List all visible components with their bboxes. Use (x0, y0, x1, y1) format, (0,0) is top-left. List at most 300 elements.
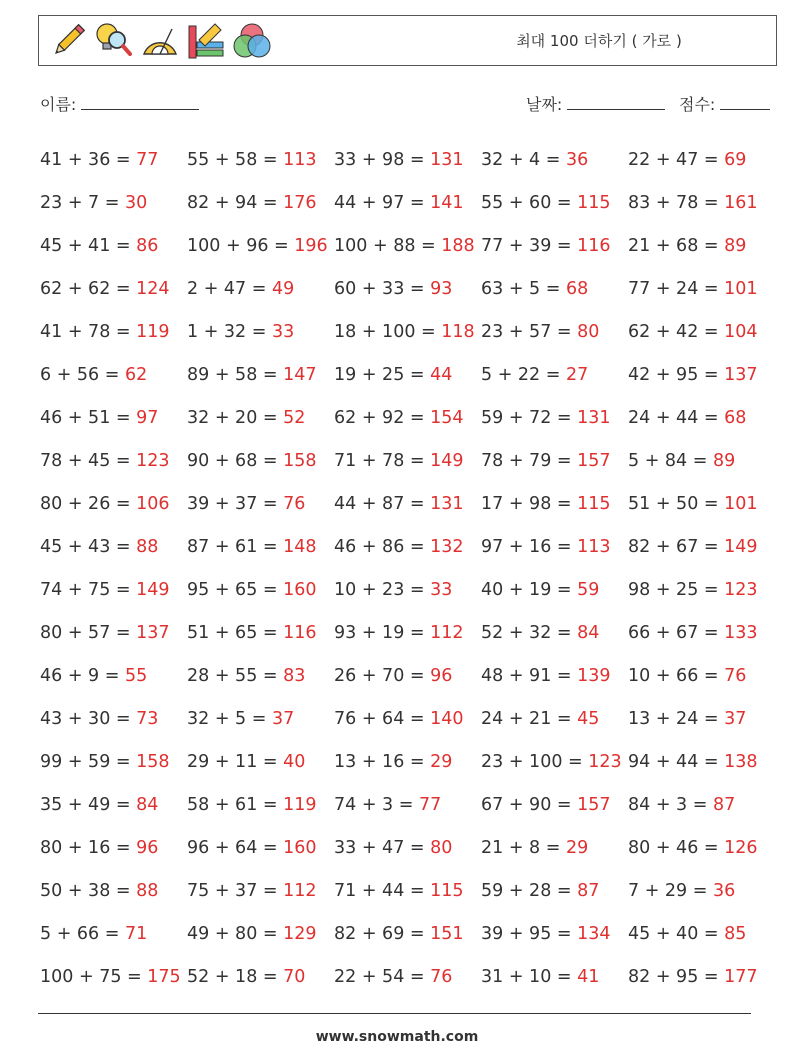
problem-answer: 129 (283, 924, 317, 945)
problem-answer: 131 (430, 149, 464, 170)
problem-question: 23 + 57 = (481, 321, 572, 342)
problem-row (40, 439, 780, 482)
problem-question: 41 + 36 = (40, 149, 131, 170)
problem-answer: 59 (577, 579, 600, 600)
problem-question: 99 + 59 = (40, 752, 131, 773)
problem-cell (481, 623, 628, 643)
problem-question: 6 + 56 = (40, 364, 120, 385)
problem-cell (628, 924, 775, 944)
problem-answer: 123 (588, 752, 622, 773)
problem-answer: 29 (430, 752, 453, 773)
problem-answer: 112 (430, 623, 464, 644)
problem-answer: 104 (724, 321, 758, 342)
problem-question: 80 + 46 = (628, 838, 719, 859)
problem-question: 80 + 57 = (40, 623, 131, 644)
problem-cell (334, 795, 481, 815)
problem-answer: 101 (724, 278, 758, 299)
problem-cell (481, 322, 628, 342)
problem-question: 60 + 33 = (334, 278, 425, 299)
problem-answer: 77 (136, 149, 159, 170)
problem-question: 44 + 87 = (334, 493, 425, 514)
problem-question: 18 + 100 = (334, 321, 436, 342)
problem-answer: 68 (566, 278, 589, 299)
date-field[interactable] (526, 92, 665, 115)
problem-answer: 37 (272, 709, 295, 730)
problem-question: 82 + 94 = (187, 192, 278, 213)
problem-question: 52 + 18 = (187, 967, 278, 988)
problem-question: 82 + 67 = (628, 536, 719, 557)
problem-answer: 137 (724, 364, 758, 385)
problem-cell (187, 967, 334, 987)
problem-question: 5 + 84 = (628, 450, 708, 471)
problem-question: 83 + 78 = (628, 192, 719, 213)
problem-answer: 149 (430, 450, 464, 471)
footer-divider (38, 1013, 751, 1014)
problem-cell (40, 236, 187, 256)
problem-question: 78 + 79 = (481, 450, 572, 471)
problem-question: 62 + 42 = (628, 321, 719, 342)
problem-question: 1 + 32 = (187, 321, 267, 342)
problem-answer: 52 (283, 407, 306, 428)
problem-question: 63 + 5 = (481, 278, 561, 299)
problem-cell (481, 150, 628, 170)
problem-row (40, 181, 780, 224)
score-line (720, 95, 770, 110)
problem-cell (187, 709, 334, 729)
problem-answer: 119 (136, 321, 170, 342)
problem-question: 5 + 22 = (481, 364, 561, 385)
problem-row (40, 482, 780, 525)
problem-cell (334, 838, 481, 858)
problem-question: 33 + 98 = (334, 149, 425, 170)
problem-answer: 139 (577, 666, 611, 687)
problem-question: 40 + 19 = (481, 579, 572, 600)
problem-question: 45 + 40 = (628, 924, 719, 945)
problem-question: 46 + 86 = (334, 536, 425, 557)
problem-question: 78 + 45 = (40, 450, 131, 471)
problem-row (40, 827, 780, 870)
problem-cell (187, 236, 334, 256)
problem-question: 51 + 65 = (187, 623, 278, 644)
problem-cell (40, 795, 187, 815)
problem-row (40, 138, 780, 181)
problem-question: 87 + 61 = (187, 536, 278, 557)
problem-question: 59 + 72 = (481, 407, 572, 428)
problem-cell (481, 451, 628, 471)
problem-cell (628, 365, 775, 385)
problem-answer: 44 (430, 364, 453, 385)
problem-cell (481, 580, 628, 600)
problem-question: 23 + 100 = (481, 752, 583, 773)
problem-answer: 27 (566, 364, 589, 385)
problem-answer: 84 (136, 795, 159, 816)
problem-cell (481, 494, 628, 514)
problem-answer: 147 (283, 364, 317, 385)
problem-cell (40, 752, 187, 772)
problem-row (40, 310, 780, 353)
problem-question: 80 + 16 = (40, 838, 131, 859)
problem-answer: 154 (430, 407, 464, 428)
problem-cell (187, 365, 334, 385)
problem-question: 22 + 47 = (628, 149, 719, 170)
problem-answer: 80 (430, 838, 453, 859)
problem-question: 62 + 92 = (334, 407, 425, 428)
problem-cell (481, 881, 628, 901)
problem-answer: 175 (147, 967, 181, 988)
problem-question: 13 + 24 = (628, 709, 719, 730)
problem-question: 21 + 68 = (628, 235, 719, 256)
problem-question: 31 + 10 = (481, 967, 572, 988)
problem-cell (628, 408, 775, 428)
problem-cell (40, 709, 187, 729)
problem-question: 45 + 41 = (40, 235, 131, 256)
problem-answer: 97 (136, 407, 159, 428)
problem-answer: 123 (724, 579, 758, 600)
problem-question: 17 + 98 = (481, 493, 572, 514)
problem-cell (40, 580, 187, 600)
problem-cell (187, 537, 334, 557)
problem-cell (334, 752, 481, 772)
problem-cell (628, 451, 775, 471)
problem-question: 52 + 32 = (481, 623, 572, 644)
problem-answer: 160 (283, 579, 317, 600)
ruler-chart-icon (185, 20, 227, 62)
problem-cell (334, 236, 481, 256)
problem-cell (334, 279, 481, 299)
problem-question: 77 + 24 = (628, 278, 719, 299)
problem-question: 22 + 54 = (334, 967, 425, 988)
problem-question: 94 + 44 = (628, 752, 719, 773)
problem-question: 10 + 66 = (628, 666, 719, 687)
header-box (38, 15, 777, 66)
problem-answer: 115 (577, 493, 611, 514)
date-line (567, 95, 665, 110)
problem-answer: 160 (283, 838, 317, 859)
problem-answer: 131 (577, 407, 611, 428)
problem-cell (481, 666, 628, 686)
problem-answer: 41 (577, 967, 600, 988)
problem-cell (187, 752, 334, 772)
problem-question: 55 + 58 = (187, 149, 278, 170)
problem-answer: 73 (136, 709, 159, 730)
problem-question: 21 + 8 = (481, 838, 561, 859)
date-label: 날짜: (526, 95, 563, 114)
problem-cell (628, 666, 775, 686)
problem-question: 59 + 28 = (481, 881, 572, 902)
problem-answer: 140 (430, 709, 464, 730)
problem-answer: 158 (136, 752, 170, 773)
problem-answer: 86 (136, 235, 159, 256)
problem-answer: 33 (430, 579, 453, 600)
problem-question: 75 + 37 = (187, 881, 278, 902)
problem-answer: 149 (724, 536, 758, 557)
problem-answer: 96 (136, 838, 159, 859)
problem-cell (40, 279, 187, 299)
problem-question: 24 + 44 = (628, 407, 719, 428)
problem-question: 71 + 44 = (334, 881, 425, 902)
problem-cell (334, 709, 481, 729)
worksheet-title: 최대 100 더하기 ( 가로 ) (516, 32, 682, 50)
problem-cell (40, 365, 187, 385)
problem-row (40, 956, 780, 999)
problem-cell (40, 193, 187, 213)
problem-cell (481, 752, 628, 772)
problem-question: 58 + 61 = (187, 795, 278, 816)
problem-question: 90 + 68 = (187, 450, 278, 471)
problem-row (40, 870, 780, 913)
problem-cell (334, 580, 481, 600)
problem-answer: 132 (430, 536, 464, 557)
problem-cell (481, 924, 628, 944)
problem-cell (187, 408, 334, 428)
problem-answer: 36 (566, 149, 589, 170)
problem-question: 82 + 95 = (628, 967, 719, 988)
problem-cell (40, 666, 187, 686)
problem-cell (334, 924, 481, 944)
problem-cell (334, 193, 481, 213)
problem-cell (187, 322, 334, 342)
problem-question: 100 + 96 = (187, 235, 289, 256)
problem-question: 24 + 21 = (481, 709, 572, 730)
problem-answer: 138 (724, 752, 758, 773)
problem-grid (40, 138, 780, 999)
problem-answer: 149 (136, 579, 170, 600)
problem-question: 89 + 58 = (187, 364, 278, 385)
name-line (81, 95, 199, 110)
problem-cell (481, 537, 628, 557)
problem-answer: 148 (283, 536, 317, 557)
problem-answer: 116 (283, 623, 317, 644)
problem-answer: 161 (724, 192, 758, 213)
problem-answer: 87 (713, 795, 736, 816)
problem-row (40, 913, 780, 956)
problem-question: 77 + 39 = (481, 235, 572, 256)
score-label: 점수: (679, 95, 716, 114)
problem-row (40, 267, 780, 310)
problem-question: 19 + 25 = (334, 364, 425, 385)
problem-cell (334, 365, 481, 385)
problem-cell (628, 537, 775, 557)
problem-answer: 141 (430, 192, 464, 213)
problem-answer: 76 (724, 666, 747, 687)
problem-cell (40, 537, 187, 557)
problem-answer: 106 (136, 493, 170, 514)
problem-question: 46 + 9 = (40, 666, 120, 687)
problem-question: 50 + 38 = (40, 881, 131, 902)
problem-question: 10 + 23 = (334, 579, 425, 600)
problem-cell (481, 967, 628, 987)
problem-answer: 37 (724, 709, 747, 730)
problem-answer: 158 (283, 450, 317, 471)
problem-cell (187, 623, 334, 643)
problem-answer: 88 (136, 881, 159, 902)
color-wheel-icon (231, 20, 273, 62)
problem-row (40, 396, 780, 439)
problem-question: 95 + 65 = (187, 579, 278, 600)
problem-answer: 76 (283, 493, 306, 514)
problem-answer: 84 (577, 623, 600, 644)
problem-cell (187, 795, 334, 815)
problem-answer: 116 (577, 235, 611, 256)
problem-answer: 118 (441, 321, 475, 342)
problem-answer: 70 (283, 967, 306, 988)
problem-answer: 55 (125, 666, 148, 687)
problem-answer: 137 (136, 623, 170, 644)
score-field[interactable] (679, 92, 770, 115)
problem-cell (187, 881, 334, 901)
problem-cell (187, 451, 334, 471)
problem-cell (481, 236, 628, 256)
problem-question: 100 + 88 = (334, 235, 436, 256)
problem-cell (628, 967, 775, 987)
problem-cell (628, 279, 775, 299)
problem-question: 66 + 67 = (628, 623, 719, 644)
problem-question: 82 + 69 = (334, 924, 425, 945)
name-field[interactable] (40, 92, 199, 115)
problem-cell (334, 451, 481, 471)
problem-cell (334, 322, 481, 342)
problem-question: 39 + 95 = (481, 924, 572, 945)
problem-answer: 62 (125, 364, 148, 385)
problem-answer: 69 (724, 149, 747, 170)
problem-cell (628, 193, 775, 213)
problem-question: 26 + 70 = (334, 666, 425, 687)
problem-cell (40, 494, 187, 514)
problem-cell (334, 967, 481, 987)
problem-question: 44 + 97 = (334, 192, 425, 213)
problem-cell (481, 279, 628, 299)
problem-answer: 134 (577, 924, 611, 945)
problem-answer: 89 (713, 450, 736, 471)
problem-question: 100 + 75 = (40, 967, 142, 988)
problem-answer: 85 (724, 924, 747, 945)
problem-cell (187, 924, 334, 944)
problem-answer: 177 (724, 967, 758, 988)
problem-question: 42 + 95 = (628, 364, 719, 385)
problem-answer: 29 (566, 838, 589, 859)
problem-cell (334, 537, 481, 557)
problem-question: 48 + 91 = (481, 666, 572, 687)
problem-cell (334, 881, 481, 901)
problem-answer: 49 (272, 278, 295, 299)
problem-answer: 68 (724, 407, 747, 428)
problem-answer: 131 (430, 493, 464, 514)
problem-question: 74 + 75 = (40, 579, 131, 600)
problem-cell (628, 494, 775, 514)
problem-cell (40, 451, 187, 471)
problem-cell (481, 838, 628, 858)
problem-question: 7 + 29 = (628, 881, 708, 902)
problem-answer: 133 (724, 623, 758, 644)
problem-question: 29 + 11 = (187, 752, 278, 773)
problem-cell (187, 193, 334, 213)
lightbulb-magnifier-icon (93, 20, 135, 62)
problem-cell (628, 795, 775, 815)
problem-answer: 157 (577, 450, 611, 471)
problem-row (40, 741, 780, 784)
problem-question: 39 + 37 = (187, 493, 278, 514)
problem-cell (481, 408, 628, 428)
protractor-icon (139, 20, 181, 62)
problem-answer: 101 (724, 493, 758, 514)
problem-answer: 119 (283, 795, 317, 816)
problem-answer: 126 (724, 838, 758, 859)
problem-cell (40, 924, 187, 944)
problem-cell (628, 623, 775, 643)
problem-cell (187, 150, 334, 170)
problem-answer: 123 (136, 450, 170, 471)
problem-question: 71 + 78 = (334, 450, 425, 471)
problem-cell (481, 709, 628, 729)
problem-answer: 33 (272, 321, 295, 342)
problem-cell (334, 150, 481, 170)
problem-row (40, 655, 780, 698)
problem-cell (187, 279, 334, 299)
problem-answer: 124 (136, 278, 170, 299)
problem-cell (40, 881, 187, 901)
problem-answer: 76 (430, 967, 453, 988)
problem-cell (187, 838, 334, 858)
problem-question: 33 + 47 = (334, 838, 425, 859)
pencil-icon (47, 20, 89, 62)
problem-answer: 113 (577, 536, 611, 557)
problem-answer: 176 (283, 192, 317, 213)
problem-cell (481, 365, 628, 385)
problem-answer: 113 (283, 149, 317, 170)
footer-url: www.snowmath.com (315, 1029, 479, 1045)
problem-cell (40, 322, 187, 342)
problem-question: 55 + 60 = (481, 192, 572, 213)
problem-question: 46 + 51 = (40, 407, 131, 428)
problem-row (40, 784, 780, 827)
problem-row (40, 525, 780, 568)
problem-question: 5 + 66 = (40, 924, 120, 945)
problem-question: 80 + 26 = (40, 493, 131, 514)
problem-question: 67 + 90 = (481, 795, 572, 816)
problem-answer: 96 (430, 666, 453, 687)
problem-cell (40, 838, 187, 858)
problem-question: 32 + 5 = (187, 709, 267, 730)
problem-question: 41 + 78 = (40, 321, 131, 342)
problem-answer: 83 (283, 666, 306, 687)
problem-cell (187, 666, 334, 686)
problem-answer: 36 (713, 881, 736, 902)
problem-cell (187, 580, 334, 600)
problem-question: 23 + 7 = (40, 192, 120, 213)
problem-cell (628, 881, 775, 901)
problem-question: 32 + 4 = (481, 149, 561, 170)
problem-answer: 88 (136, 536, 159, 557)
problem-answer: 115 (430, 881, 464, 902)
problem-cell (40, 623, 187, 643)
problem-cell (628, 322, 775, 342)
problem-row (40, 612, 780, 655)
problem-answer: 80 (577, 321, 600, 342)
problem-question: 51 + 50 = (628, 493, 719, 514)
name-label: 이름: (40, 95, 77, 114)
problem-question: 32 + 20 = (187, 407, 278, 428)
problem-cell (628, 752, 775, 772)
problem-answer: 77 (419, 795, 442, 816)
problem-question: 28 + 55 = (187, 666, 278, 687)
problem-answer: 151 (430, 924, 464, 945)
problem-answer: 40 (283, 752, 306, 773)
problem-question: 49 + 80 = (187, 924, 278, 945)
problem-question: 13 + 16 = (334, 752, 425, 773)
problem-cell (628, 709, 775, 729)
problem-answer: 89 (724, 235, 747, 256)
problem-question: 93 + 19 = (334, 623, 425, 644)
